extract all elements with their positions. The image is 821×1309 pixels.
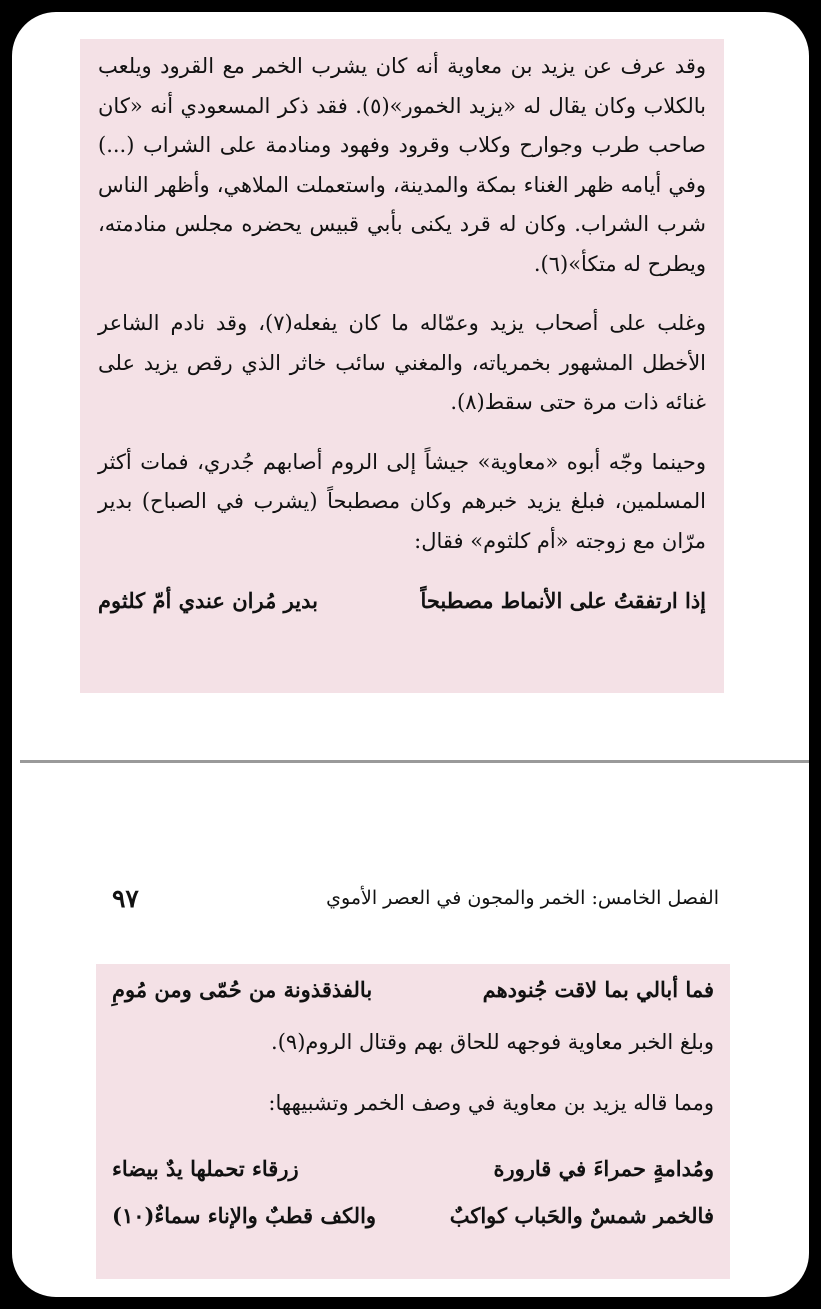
paragraph-companions: وغلب على أصحاب يزيد وعمّاله ما كان يفعله(٧)، وقد نادم الشاعر الأخطل المشهور بخمرياته، والمغني سائب خاثر الذي رقص يزيد على غنائه ذات مرة حتى سقط(٨). [98, 311, 707, 414]
verse-hemistich-right: إذا ارتفقتُ على الأنماط مصطبحاً [420, 588, 706, 613]
verse-hemistich-left: بالفذقذونة من حُمّى ومن مُومِ [112, 977, 373, 1002]
verse-hemistich-left: والكف قطبٌ والإناء سماءٌ(١٠) [112, 1203, 377, 1228]
page-divider [20, 760, 809, 763]
chapter-title: الفصل الخامس: الخمر والمجون في العصر الأموي [326, 887, 719, 909]
page-card [12, 12, 809, 1297]
running-header [112, 880, 719, 916]
verse-hemistich-left: زرقاء تحملها يدٌ بيضاء [112, 1156, 299, 1181]
highlighted-text-block-bottom [96, 964, 730, 1279]
verse-line [98, 581, 706, 620]
verse-line-1 [112, 970, 714, 1009]
verse-line-3 [112, 1196, 714, 1235]
verse-line-2 [112, 1149, 714, 1188]
text-line-intro: ومما قاله يزيد بن معاوية في وصف الخمر وتشبيهها: [268, 1091, 714, 1115]
highlighted-text-block-top [80, 39, 724, 693]
paragraph-yazid-habits: وقد عرف عن يزيد بن معاوية أنه كان يشرب الخمر مع القرود ويلعب بالكلاب وكان يقال له «يزيد الخمور»(٥). فقد ذكر المسعودي أنه «كان صاحب طرب وجوارح وكلاب وقرود وفهود ومنادمة على الشراب (...) وفي أيامه ظهر الغناء بمكة والمدينة، واستعملت الملاهي، وأظهر الناس شرب الشراب. وكان له قرد يكنى بأبي قبيس يحضره مجلس منادمته، ويطرح له متكأ»(٦). [98, 54, 706, 276]
verse-hemistich-right: فما أبالي بما لاقت جُنودهم [482, 977, 714, 1002]
text-line-news: وبلغ الخبر معاوية فوجهه للحاق بهم وقتال الروم(٩). [271, 1030, 714, 1054]
verse-hemistich-right: فالخمر شمسٌ والحَباب كواكبٌ [449, 1203, 714, 1228]
verse-hemistich-left: بدير مُران عندي أمّ كلثوم [98, 588, 318, 613]
verse-hemistich-right: ومُدامةٍ حمراءَ في قارورة [493, 1156, 714, 1181]
page-number: ٩٧ [112, 883, 139, 913]
paragraph-army-smallpox: وحينما وجّه أبوه «معاوية» جيشاً إلى الروم أصابهم جُدري، فمات أكثر المسلمين، فبلغ يزيد خبرهم وكان مصطبحاً (يشرب في الصباح) بدير مرّان مع زوجته «أم كلثوم» فقال: [98, 449, 706, 553]
